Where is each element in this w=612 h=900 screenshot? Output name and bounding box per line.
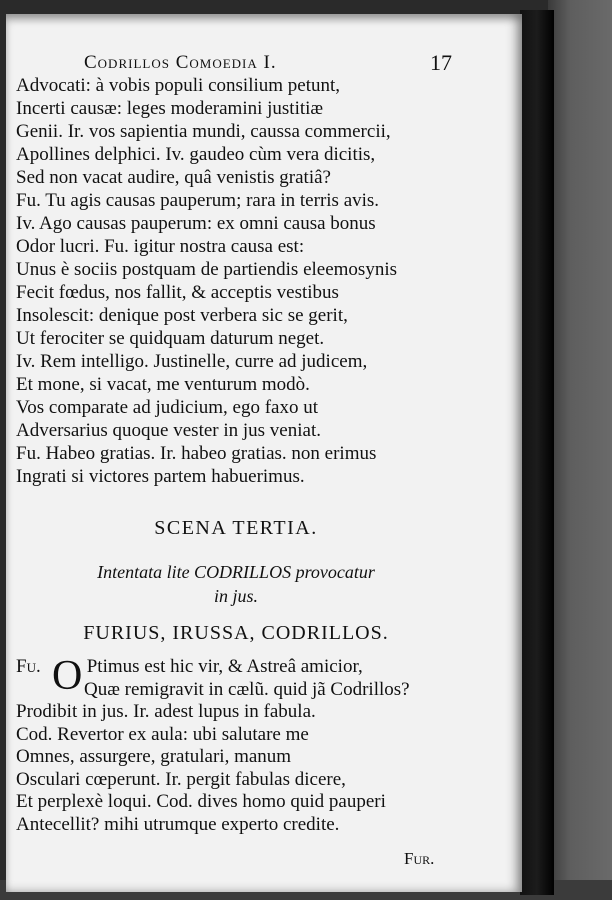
dialogue-line: Quæ remigravit in cælũ. quid jã Codrillos? — [84, 678, 410, 700]
background-right — [548, 0, 612, 900]
running-header: Codrillos Comoedia I. — [84, 52, 277, 73]
text-line: Iv. Rem intelligo. Justinelle, curre ad judicem, — [16, 351, 368, 372]
text-line: Fu. Habeo gratias. Ir. habeo gratias. non erimus — [16, 443, 377, 464]
text-line: Unus è sociis postquam de partiendis eleemosynis — [16, 259, 397, 280]
text-line: Ingrati si victores partem habuerimus. — [16, 466, 305, 487]
dialogue-first-line — [16, 656, 466, 679]
dialogue-line: Omnes, assurgere, gratulari, manum — [16, 746, 292, 767]
speaker-label: Fu. — [16, 656, 41, 677]
dialogue-line: Prodibit in jus. Ir. adest lupus in fabula. — [16, 701, 316, 722]
text-line: Ut ferociter se quidquam daturum neget. — [16, 328, 325, 349]
dialogue-line: Cod. Revertor ex aula: ubi salutare me — [16, 723, 309, 745]
text-line: Incerti causæ: leges moderamini justitiæ — [16, 98, 324, 119]
text-line: Et mone, si vacat, me venturum modò. — [16, 374, 310, 395]
scene-intent — [16, 560, 456, 608]
text-line: Sed non vacat audire, quâ venistis gratiâ? — [16, 167, 331, 188]
text-line: Genii. Ir. vos sapientia mundi, caussa commercii, — [16, 121, 391, 142]
catchword: Fur. — [404, 849, 435, 868]
text-line: Advocati: à vobis populi consilium petunt, — [16, 75, 341, 96]
dialogue-line: Et perplexè loqui. Cod. dives homo quid pauperi — [16, 791, 386, 812]
text-line: Iv. Ago causas pauperum: ex omni causa bonus — [16, 213, 376, 234]
text-line: Fecit fœdus, nos fallit, & acceptis vestibus — [16, 282, 339, 303]
dialogue-line: Osculari cœperunt. Ir. pergit fabulas dicere, — [16, 768, 346, 790]
dialogue-line: Antecellit? mihi utrumque experto credite. — [16, 813, 340, 835]
text-line: Fu. Tu agis causas pauperum; rara in terris avis. — [16, 190, 380, 211]
dialogue-block — [16, 653, 466, 836]
drop-cap: O — [52, 653, 83, 699]
book-cover-edge — [520, 10, 554, 895]
text-line: Vos comparate ad judicium, ego faxo ut — [16, 397, 318, 418]
text-block — [16, 74, 456, 488]
text-line: Adversarius quoque vester in jus veniat. — [16, 420, 321, 441]
scene-intent-line: Intentata lite CODRILLOS provocatur — [97, 562, 375, 582]
scene-intent-line: in jus. — [213, 586, 258, 606]
text-line: Apollines delphici. Iv. gaudeo cùm vera dicitis, — [16, 144, 376, 165]
page-number: 17 — [430, 50, 452, 75]
scene-title: SCENA TERTIA. — [154, 517, 318, 539]
characters-list: FURIUS, IRUSSA, CODRILLOS. — [83, 622, 389, 644]
dialogue-text: Ptimus est hic vir, & Astreâ amicior, — [86, 656, 363, 677]
text-line: Odor lucri. Fu. igitur nostra causa est: — [16, 236, 305, 257]
text-line: Insolescit: denique post verbera sic se gerit, — [16, 305, 348, 326]
